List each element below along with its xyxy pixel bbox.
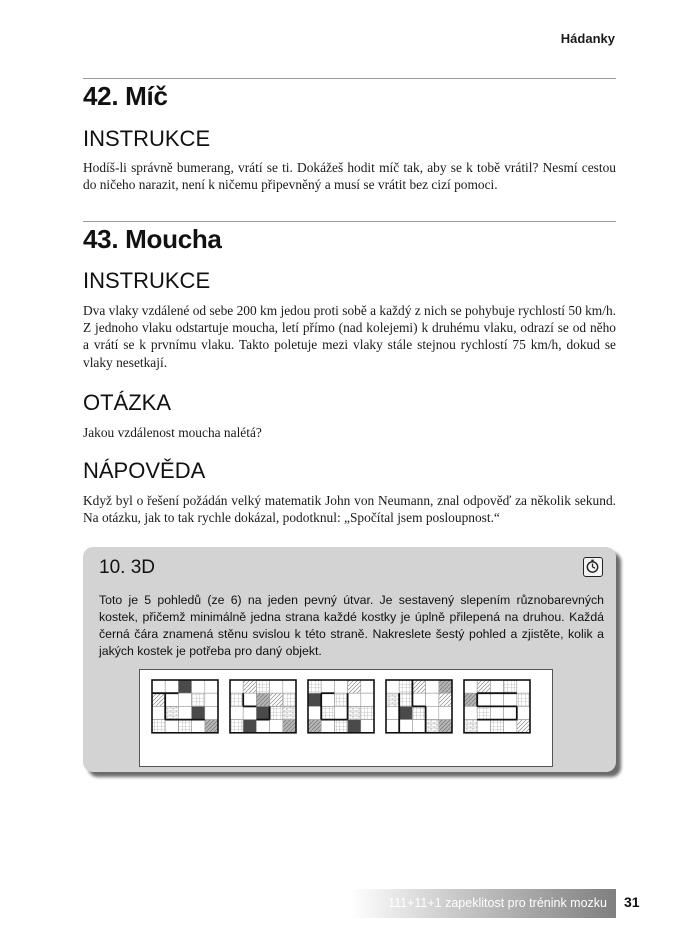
view-cell [178, 693, 191, 706]
view-cell [517, 720, 530, 733]
view-cell [426, 720, 439, 733]
view-cell [477, 706, 490, 719]
view-cell [256, 693, 269, 706]
view-cell [243, 706, 256, 719]
view-cell [426, 693, 439, 706]
view-cell [490, 720, 503, 733]
puzzle-42-title: 42. Míč [83, 81, 168, 111]
view-cell [412, 693, 425, 706]
view-cell [165, 693, 178, 706]
view-cell [165, 720, 178, 733]
view-cell [205, 693, 218, 706]
view-cell [361, 693, 374, 706]
view-cell [270, 720, 283, 733]
puzzle-42-instructions-text: Hodíš-li správně bumerang, vrátí se ti. Dokážeš hodit míč tak, aby se k tobě vrátil? Nesmí cestou do ničeho narazit, není k ničemu připevněný a musí se vrátit bez cizí pomoci. [83, 160, 616, 193]
view-cell [361, 680, 374, 693]
view-cell [412, 720, 425, 733]
view-cell [270, 680, 283, 693]
view-cell [334, 706, 347, 719]
puzzle-43-instructions-text: Dva vlaky vzdálené od sebe 200 km jedou proti sobě a každý z nich se pohybuje rychlostí 50 km/h. Z jednoho vlaku odstartuje moucha, letí přímo (nad kolejemi) k druhému vlaku, odrazí se od něho a vrátí se k prvnímu vlaku. Takto poletuje mezi vlaky stále stejnou rychlostí 75 km/h, dokud se vlaky nesetkají. [83, 303, 616, 370]
view-cell [321, 706, 334, 719]
puzzle-43-hint-heading: NÁPOVĚDA [83, 458, 206, 483]
view-cell [256, 720, 269, 733]
view-cell [334, 720, 347, 733]
page-number: 31 [624, 894, 640, 910]
view-cell [412, 680, 425, 693]
view-cell [321, 680, 334, 693]
view-cell [361, 706, 374, 719]
view-cell [386, 720, 399, 733]
view-cell [283, 680, 296, 693]
view-cell [464, 720, 477, 733]
view-cell [386, 693, 399, 706]
view-cell [283, 693, 296, 706]
puzzle-43-question-text: Jakou vzdálenost moucha nalétá? [83, 425, 262, 440]
view-cell [464, 693, 477, 706]
view-cell [308, 693, 321, 706]
view-cell [490, 706, 503, 719]
puzzle-42-instructions-heading: INSTRUKCE [83, 126, 211, 151]
views-drawing [140, 670, 552, 766]
view-cell [386, 706, 399, 719]
view-cell [321, 693, 334, 706]
view-cell [334, 680, 347, 693]
view-cell [477, 720, 490, 733]
card-text: Toto je 5 pohledů (ze 6) na jeden pevný útvar. Je sestavený slepením různobarevných kostek, přičemž minimálně jedna strana každé kostky je úplně přilepená na druhou. Každá černá čára znamená stěnu svislou k této straně. Nakreslete šestý pohled a zjistěte, kolik a jakých kostek je potřeba pro daný objekt. [99, 593, 604, 658]
view-cell [464, 680, 477, 693]
view-cell [308, 706, 321, 719]
view-cell [399, 720, 412, 733]
view-cell [439, 706, 452, 719]
view-cell [348, 720, 361, 733]
view-cell [386, 680, 399, 693]
view-cell [426, 706, 439, 719]
view-cell [243, 680, 256, 693]
view-cell [517, 693, 530, 706]
view-cell [230, 680, 243, 693]
footer-book-title: 111+11+1 zapeklitost pro trénink mozku [388, 896, 607, 910]
view-cell [334, 693, 347, 706]
view-cell [205, 680, 218, 693]
view-cell [308, 720, 321, 733]
view-cell [256, 706, 269, 719]
stopwatch-icon [583, 557, 603, 577]
view-cell [270, 693, 283, 706]
view-1 [152, 680, 218, 733]
view-cell [399, 693, 412, 706]
puzzle-43-title: 43. Moucha [83, 224, 222, 254]
view-cell [165, 680, 178, 693]
view-cell [192, 693, 205, 706]
view-cell [283, 720, 296, 733]
view-cell [412, 706, 425, 719]
view-cell [361, 720, 374, 733]
view-cell [490, 680, 503, 693]
view-cell [464, 706, 477, 719]
views-figure [139, 669, 553, 767]
view-cell [230, 706, 243, 719]
puzzle-card-3d [83, 547, 616, 772]
section-label: Hádanky [560, 31, 615, 46]
divider [83, 221, 616, 222]
view-2 [230, 680, 296, 733]
view-cell [230, 720, 243, 733]
view-cell [192, 680, 205, 693]
view-cell [490, 693, 503, 706]
view-5 [464, 680, 530, 733]
view-cell [504, 720, 517, 733]
view-cell [270, 706, 283, 719]
view-cell [348, 693, 361, 706]
card-title: 10. 3D [99, 557, 155, 578]
puzzle-43-instructions-heading: INSTRUKCE [83, 268, 211, 293]
divider [83, 78, 616, 79]
view-cell [243, 720, 256, 733]
view-cell [517, 706, 530, 719]
view-cell [439, 720, 452, 733]
view-cell [192, 720, 205, 733]
view-cell [321, 720, 334, 733]
view-cell [504, 680, 517, 693]
view-cell [243, 693, 256, 706]
view-cell [283, 706, 296, 719]
view-cell [230, 693, 243, 706]
puzzle-43-hint-text: Když byl o řešení požádán velký matematik John von Neumann, znal odpověď za několik sekund. Na otázku, jak to tak rychle dokázal, podotknul: „Spočítal jsem posloupnost.“ [83, 493, 616, 526]
view-cell [178, 706, 191, 719]
view-cell [205, 720, 218, 733]
view-cell [256, 680, 269, 693]
view-cell [477, 680, 490, 693]
view-cell [517, 680, 530, 693]
view-cell [152, 693, 165, 706]
view-cell [205, 706, 218, 719]
view-cell [178, 720, 191, 733]
view-cell [178, 680, 191, 693]
view-cell [308, 680, 321, 693]
view-cell [192, 706, 205, 719]
view-3 [308, 680, 374, 733]
view-cell [348, 706, 361, 719]
view-cell [504, 706, 517, 719]
view-cell [439, 693, 452, 706]
view-cell [399, 706, 412, 719]
view-cell [348, 680, 361, 693]
view-cell [165, 706, 178, 719]
view-cell [152, 680, 165, 693]
view-cell [426, 680, 439, 693]
view-cell [152, 706, 165, 719]
view-cell [152, 720, 165, 733]
view-4 [386, 680, 452, 733]
puzzle-43-question-heading: OTÁZKA [83, 390, 172, 415]
view-cell [477, 693, 490, 706]
view-cell [439, 680, 452, 693]
view-cell [504, 693, 517, 706]
view-cell [399, 680, 412, 693]
